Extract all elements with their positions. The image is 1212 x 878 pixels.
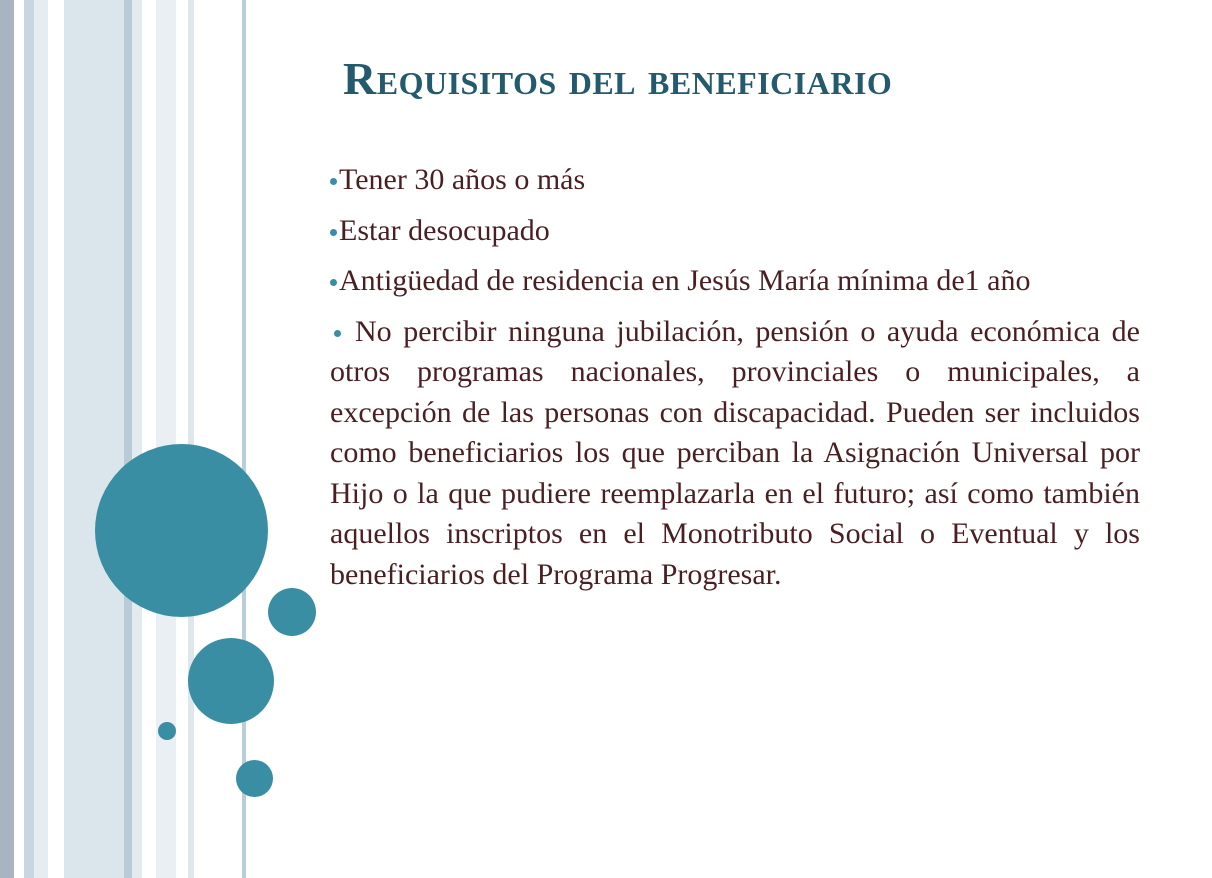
decorative-stripe bbox=[132, 0, 142, 878]
list-item-text: Estar desocupado bbox=[339, 213, 550, 247]
list-item-text: No percibir ninguna jubilación, pensión o ayuda económica de otros programas nacionales, provinciales o municipales, a excepción de las personas con discapacidad. Pueden ser incluidos como beneficiarios los que perciban la Asignación Universal por Hijo o la que pudiere reemplazarla en el futuro; así como también aquellos inscriptos en el Monotributo Social o Eventual y los beneficiarios del Programa Progresar. bbox=[330, 314, 1140, 591]
decorative-circle-small bbox=[268, 588, 316, 636]
decorative-stripe bbox=[0, 0, 14, 878]
list-item bbox=[330, 211, 1140, 252]
list-item bbox=[330, 312, 1140, 596]
decorative-stripe bbox=[142, 0, 156, 878]
list-item bbox=[330, 261, 1140, 302]
decorative-stripe bbox=[156, 0, 176, 878]
bullet-icon bbox=[330, 279, 337, 286]
list-item bbox=[330, 160, 1140, 201]
decorative-stripe bbox=[124, 0, 132, 878]
bullet-icon bbox=[330, 178, 337, 185]
bullet-icon bbox=[334, 330, 341, 337]
slide-title: Requisitos del beneficiario bbox=[343, 53, 893, 104]
decorative-stripe bbox=[24, 0, 34, 878]
decorative-divider-line bbox=[242, 0, 246, 878]
list-item-text: Antigüedad de residencia en Jesús María mínima de1 año bbox=[339, 264, 1031, 297]
decorative-circle-tiny bbox=[158, 722, 176, 740]
decorative-circle-large bbox=[95, 444, 268, 617]
list-item-text: Tener 30 años o más bbox=[339, 163, 586, 196]
decorative-stripe bbox=[188, 0, 194, 878]
decorative-stripe bbox=[64, 0, 124, 878]
bullet-icon bbox=[330, 229, 337, 236]
bullet-list bbox=[330, 160, 1140, 605]
decorative-stripe bbox=[34, 0, 48, 878]
decorative-stripe bbox=[14, 0, 24, 878]
decorative-circle-medium bbox=[188, 638, 274, 724]
decorative-stripe bbox=[48, 0, 64, 878]
decorative-circle-small bbox=[236, 760, 273, 797]
decorative-stripe bbox=[176, 0, 188, 878]
